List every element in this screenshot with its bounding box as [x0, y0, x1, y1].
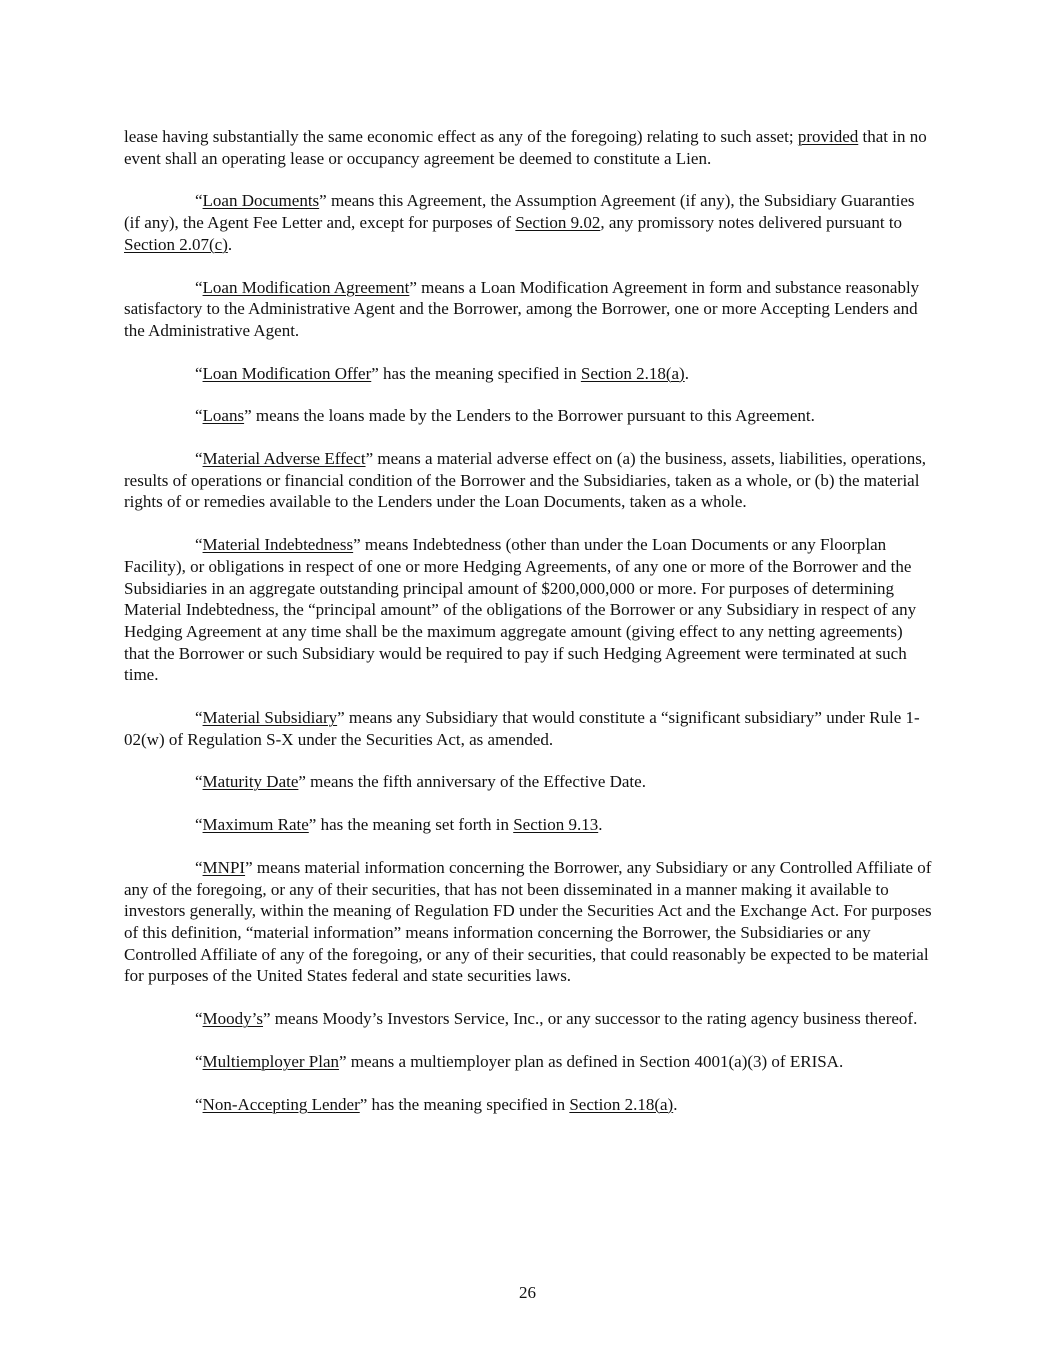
- paragraph-text: ” means Moody’s Investors Service, Inc., or any successor to the rating agency business thereof.: [263, 1009, 918, 1029]
- underlined-term: Section 2.18(a): [580, 363, 685, 383]
- underlined-term: Maturity Date: [202, 772, 299, 792]
- paragraph-text: ” means a Loan Modification Agreement in form and substance reasonably satisfactory to the Administrative Agent and the Borrower, among the Borrower, one or more Accepting Lenders and the Administrative Agent.: [124, 277, 920, 340]
- underlined-term: Material Subsidiary: [202, 708, 338, 728]
- definition-paragraph: [124, 1051, 932, 1073]
- paragraph-text: ” means Indebtedness (other than under the Loan Documents or any Floorplan Facility), or obligations in respect of one or more Hedging Agreements, of any one or more of the Borrower and the Subsidiaries in an aggregate outstanding principal amount of $200,000,000 or more. For purposes of determining Material Indebtedness, the “principal amount” of the obligations of the Borrower or any Subsidiary in respect of any Hedging Agreement at any time shall be the maximum aggregate amount (giving effect to any netting agreements) that the Borrower or such Subsidiary would be required to pay if such Hedging Agreement were terminated at such time.: [124, 535, 917, 685]
- definition-paragraph: [124, 1008, 932, 1030]
- underlined-term: Section 9.13: [513, 815, 599, 835]
- definition-paragraph: [124, 857, 932, 987]
- page-number: 26: [519, 1283, 536, 1302]
- definition-paragraph: [124, 277, 932, 342]
- definition-paragraph: [124, 448, 932, 513]
- paragraph-text: “: [195, 191, 203, 211]
- paragraph-text: .: [684, 363, 689, 383]
- paragraph-text: “: [195, 1009, 203, 1029]
- paragraph-text: ” means a multiemployer plan as defined in Section 4001(a)(3) of ERISA.: [339, 1051, 844, 1071]
- paragraph-text: “: [195, 708, 203, 728]
- paragraph-text: ” means the loans made by the Lenders to the Borrower pursuant to this Agreement.: [244, 406, 815, 426]
- definition-paragraph: [124, 405, 932, 427]
- paragraph-text: “: [195, 277, 203, 297]
- paragraph-text: .: [227, 234, 233, 254]
- document-page: [124, 126, 932, 1115]
- definitions-body: [124, 126, 932, 1115]
- paragraph-text: ” has the meaning specified in: [371, 363, 581, 383]
- paragraph-text: ” means this Agreement, the Assumption Agreement (if any), the Subsidiary Guaranties (if any), the Agent Fee Letter and, except for purposes of: [124, 191, 915, 233]
- continuation-paragraph: [124, 126, 932, 169]
- paragraph-text: “: [195, 1051, 203, 1071]
- underlined-term: Material Indebtedness: [202, 535, 354, 555]
- underlined-term: Multiemployer Plan: [202, 1051, 340, 1071]
- paragraph-text: “: [195, 449, 203, 469]
- underlined-term: Loans: [202, 406, 245, 426]
- definition-paragraph: [124, 190, 932, 255]
- paragraph-text: lease having substantially the same economic effect as any of the foregoing) relating to such asset;: [124, 127, 798, 146]
- underlined-term: Section 9.02: [515, 213, 601, 233]
- underlined-term: Maximum Rate: [202, 815, 309, 835]
- underlined-term: Moody’s: [202, 1009, 264, 1029]
- paragraph-text: that in no event shall an operating lease or occupancy agreement be deemed to constitute a Lien.: [124, 127, 927, 168]
- underlined-term: Loan Modification Offer: [202, 363, 372, 383]
- paragraph-text: “: [195, 772, 203, 792]
- paragraph-text: ” means the fifth anniversary of the Effective Date.: [298, 772, 646, 792]
- paragraph-text: “: [195, 363, 203, 383]
- paragraph-text: “: [195, 1094, 203, 1114]
- underlined-term: Section 2.07(c): [124, 234, 228, 254]
- underlined-term: Non-Accepting Lender: [202, 1094, 360, 1114]
- paragraph-text: .: [673, 1094, 678, 1114]
- underlined-term: Section 2.18(a): [569, 1094, 674, 1114]
- definition-paragraph: [124, 534, 932, 686]
- paragraph-text: ” has the meaning set forth in: [308, 815, 514, 835]
- definition-paragraph: [124, 707, 932, 750]
- paragraph-text: “: [195, 406, 203, 426]
- underlined-term: Loan Documents: [202, 191, 320, 211]
- definition-paragraph: [124, 814, 932, 836]
- definition-paragraph: [124, 363, 932, 385]
- paragraph-text: “: [195, 815, 203, 835]
- underlined-term: Loan Modification Agreement: [202, 277, 410, 297]
- paragraph-text: ” means any Subsidiary that would constitute a “significant subsidiary” under Rule 1-02(w) of Regulation S-X under the Securities Act, as amended.: [124, 708, 920, 749]
- definition-paragraph: [124, 1094, 932, 1116]
- paragraph-text: .: [598, 815, 603, 835]
- paragraph-text: “: [195, 857, 203, 877]
- paragraph-text: “: [195, 535, 203, 555]
- underlined-term: Material Adverse Effect: [202, 449, 366, 469]
- underlined-term: provided: [797, 127, 859, 146]
- underlined-term: MNPI: [202, 857, 246, 877]
- paragraph-text: ” has the meaning specified in: [359, 1094, 570, 1114]
- paragraph-text: , any promissory notes delivered pursuant to: [600, 213, 903, 233]
- paragraph-text: ” means a material adverse effect on (a) the business, assets, liabilities, operations, results of operations or financial condition of the Borrower and the Subsidiaries, taken as a whole, or (b) the material rights of or remedies available to the Lenders under the Loan Documents, taken as a whole.: [124, 449, 927, 512]
- definition-paragraph: [124, 771, 932, 793]
- paragraph-text: ” means material information concerning the Borrower, any Subsidiary or any Controlled Affiliate of any of the foregoing, or any of their securities, that has not been disseminated in a manner making it available to investors generally, within the meaning of Regulation FD under the Securities Act and the Exchange Act. For purposes of this definition, “material information” means information concerning the Borrower, the Subsidiaries or any Controlled Affiliate of any of the foregoing, or any of their securities, that could reasonably be expected to be material for purposes of the United States federal and state securities laws.: [124, 857, 932, 986]
